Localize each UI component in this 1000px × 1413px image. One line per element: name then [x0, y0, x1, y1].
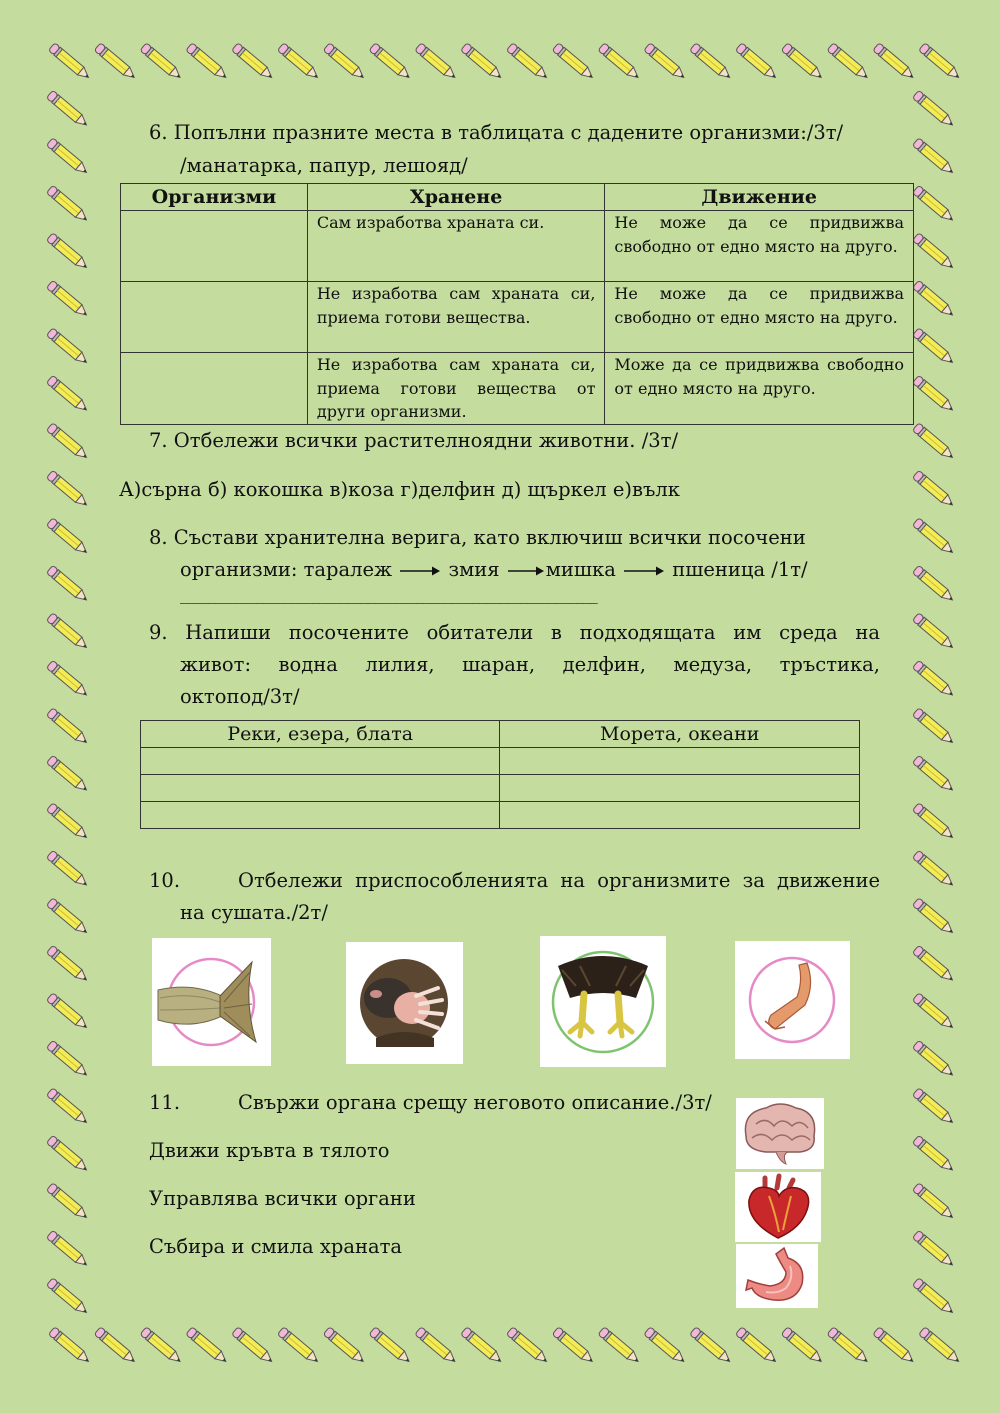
pencil-icon — [140, 1327, 183, 1366]
pencil-icon — [46, 993, 89, 1032]
pencil-icon — [919, 43, 962, 82]
chain-item-wheat: пшеница — [672, 558, 766, 581]
chain-item-mouse: мишка — [545, 558, 616, 581]
pencil-icon — [415, 1327, 458, 1366]
duck-foot-image[interactable] — [735, 941, 850, 1059]
habitat-table-header — [141, 721, 860, 748]
organisms-table-header — [121, 184, 914, 211]
header-movement: Движение — [605, 184, 914, 211]
pencil-icon — [46, 1040, 89, 1079]
q8-line1: 8. Състави хранителна верига, като включиш всички посочени — [149, 526, 806, 549]
pencil-icon — [912, 945, 955, 984]
organism-answer-cell[interactable] — [121, 353, 308, 425]
movement-cell: Може да се придвижва свободно от едно място на друго. — [605, 353, 914, 425]
pencil-icon — [46, 565, 89, 604]
pencil-icon — [186, 1327, 229, 1366]
pencil-icon — [506, 1327, 549, 1366]
q10-number: 10. — [149, 869, 181, 892]
organism-answer-cell[interactable] — [121, 282, 308, 353]
freshwater-answer-cell[interactable] — [141, 748, 500, 775]
table-row — [141, 775, 860, 802]
pencil-icon — [46, 660, 89, 699]
pencil-icon — [46, 1230, 89, 1269]
arrow-right-icon — [506, 565, 546, 577]
arrow-right-icon — [398, 565, 442, 577]
pencil-icon — [461, 1327, 504, 1366]
pencil-icon — [912, 1230, 955, 1269]
pencil-icon — [323, 1327, 366, 1366]
pencil-icon — [94, 1327, 137, 1366]
pencil-icon — [46, 185, 89, 224]
pencil-icon — [912, 1040, 955, 1079]
pencil-icon — [912, 803, 955, 842]
pencil-icon — [873, 1327, 916, 1366]
mole-paw-image[interactable] — [346, 942, 463, 1064]
pencil-icon — [369, 1327, 412, 1366]
movement-cell: Не може да се придвижва свободно от едно място на друго. — [605, 211, 914, 282]
pencil-icon — [46, 898, 89, 937]
pencil-icon — [912, 993, 955, 1032]
pencil-icon — [48, 1327, 91, 1366]
q9-line1: 9. Напиши посочените обитатели в подходящата им среда на — [149, 621, 880, 644]
pencil-icon — [735, 43, 778, 82]
pencil-icon — [46, 850, 89, 889]
pencil-icon — [46, 280, 89, 319]
pencil-icon — [912, 328, 955, 367]
q6-line1: 6. Попълни празните места в таблицата с дадените организми:/3т/ — [149, 121, 844, 144]
q7-line1: 7. Отбележи всички растителноядни животни. /3т/ — [149, 429, 679, 452]
pencil-icon — [912, 565, 955, 604]
pencil-icon — [46, 423, 89, 462]
pencil-icon — [46, 1183, 89, 1222]
pencil-icon — [644, 1327, 687, 1366]
table-row — [141, 748, 860, 775]
pencil-icon — [323, 43, 366, 82]
pencil-icon — [277, 1327, 320, 1366]
table-row — [121, 282, 914, 353]
q8-points: /1т/ — [765, 558, 808, 581]
pencil-icon — [186, 43, 229, 82]
pencil-icon — [735, 1327, 778, 1366]
header-organisms: Организми — [121, 184, 308, 211]
pencil-icon — [912, 613, 955, 652]
pencil-icon — [46, 945, 89, 984]
pencil-icon — [919, 1327, 962, 1366]
movement-cell: Не може да се придвижва свободно от едно място на друго. — [605, 282, 914, 353]
q7-options[interactable]: А)сърна б) кокошка в)коза г)делфин д) щъркел е)вълк — [119, 478, 680, 501]
pencil-icon — [598, 43, 641, 82]
pencil-icon — [690, 1327, 733, 1366]
pencil-icon — [415, 43, 458, 82]
q9-line2: живот: водна лилия, шаран, делфин, медуза, тръстика, — [180, 653, 880, 676]
header-sea: Морета, океани — [500, 721, 860, 748]
pencil-icon — [46, 1278, 89, 1317]
pencil-icon — [46, 328, 89, 367]
q11-title: Свържи органа срещу неговото описание./3т/ — [238, 1091, 712, 1114]
habitat-table — [140, 720, 860, 829]
q6-line2: /манатарка, папур, лешояд/ — [180, 154, 468, 177]
pencil-icon — [912, 185, 955, 224]
feeding-cell: Не изработва сам храната си, приема готови вещества от други организми. — [307, 353, 605, 425]
pencil-icon — [912, 423, 955, 462]
description-stomach[interactable]: Събира и смила храната — [149, 1235, 403, 1258]
description-brain[interactable]: Управлява всички органи — [149, 1187, 416, 1210]
pencil-icon — [827, 43, 870, 82]
pencil-icon — [912, 138, 955, 177]
pencil-icon — [46, 518, 89, 557]
pencil-icon — [912, 280, 955, 319]
heart-image[interactable] — [735, 1172, 821, 1242]
pencil-icon — [46, 613, 89, 652]
pencil-icon — [140, 43, 183, 82]
sea-answer-cell[interactable] — [500, 775, 860, 802]
pencil-icon — [912, 470, 955, 509]
q8-answer-line[interactable]: ____________________________________________________________ — [180, 586, 598, 604]
freshwater-answer-cell[interactable] — [141, 802, 500, 829]
pencil-icon — [912, 850, 955, 889]
pencil-icon — [232, 1327, 275, 1366]
pencil-icon — [873, 43, 916, 82]
pencil-icon — [690, 43, 733, 82]
q10-line1: Отбележи приспособленията на организмите за движение — [238, 869, 880, 892]
pencil-icon — [46, 708, 89, 747]
pencil-icon — [46, 470, 89, 509]
pencil-icon — [506, 43, 549, 82]
table-row — [121, 211, 914, 282]
q9-line3: октопод/3т/ — [180, 685, 300, 708]
pencil-icon — [369, 43, 412, 82]
pencil-icon — [912, 375, 955, 414]
pencil-icon — [232, 43, 275, 82]
pencil-icon — [461, 43, 504, 82]
organisms-table — [120, 183, 914, 425]
pencil-icon — [912, 1278, 955, 1317]
brain-image[interactable] — [736, 1098, 824, 1169]
description-heart[interactable]: Движи кръвта в тялото — [149, 1139, 390, 1162]
pencil-icon — [552, 43, 595, 82]
chain-item-snake: змия — [448, 558, 500, 581]
arrow-right-icon — [622, 565, 666, 577]
pencil-icon — [277, 43, 320, 82]
pencil-icon — [46, 90, 89, 129]
table-row — [141, 802, 860, 829]
stomach-image[interactable] — [736, 1244, 818, 1308]
pencil-icon — [552, 1327, 595, 1366]
pencil-icon — [46, 233, 89, 272]
pencil-icon — [46, 138, 89, 177]
pencil-icon — [912, 1183, 955, 1222]
pencil-icon — [46, 755, 89, 794]
pencil-icon — [46, 375, 89, 414]
pencil-icon — [912, 90, 955, 129]
q11-number: 11. — [149, 1091, 181, 1114]
header-freshwater: Реки, езера, блата — [141, 721, 500, 748]
eagle-legs-image[interactable] — [540, 936, 666, 1067]
q8-prefix: организми: — [180, 558, 304, 581]
freshwater-answer-cell[interactable] — [141, 775, 500, 802]
pencil-icon — [781, 1327, 824, 1366]
pencil-icon — [912, 518, 955, 557]
pencil-icon — [46, 1135, 89, 1174]
pencil-icon — [912, 1135, 955, 1174]
q10-line2: на сушата./2т/ — [180, 901, 328, 924]
pencil-icon — [912, 708, 955, 747]
pencil-icon — [912, 660, 955, 699]
header-feeding: Хранене — [307, 184, 605, 211]
pencil-icon — [46, 803, 89, 842]
pencil-icon — [781, 43, 824, 82]
organism-answer-cell[interactable] — [121, 211, 308, 282]
pencil-icon — [48, 43, 91, 82]
feeding-cell: Не изработва сам храната си, приема готови вещества. — [307, 282, 605, 353]
pencil-icon — [46, 1088, 89, 1127]
fish-tail-image[interactable] — [152, 938, 271, 1066]
chain-item-hedgehog: таралеж — [303, 558, 393, 581]
pencil-icon — [94, 43, 137, 82]
pencil-icon — [827, 1327, 870, 1366]
pencil-icon — [598, 1327, 641, 1366]
sea-answer-cell[interactable] — [500, 748, 860, 775]
pencil-icon — [912, 755, 955, 794]
pencil-icon — [912, 1088, 955, 1127]
table-row — [121, 353, 914, 425]
sea-answer-cell[interactable] — [500, 802, 860, 829]
pencil-icon — [912, 233, 955, 272]
feeding-cell: Сам изработва храната си. — [307, 211, 605, 282]
pencil-icon — [912, 898, 955, 937]
pencil-icon — [644, 43, 687, 82]
